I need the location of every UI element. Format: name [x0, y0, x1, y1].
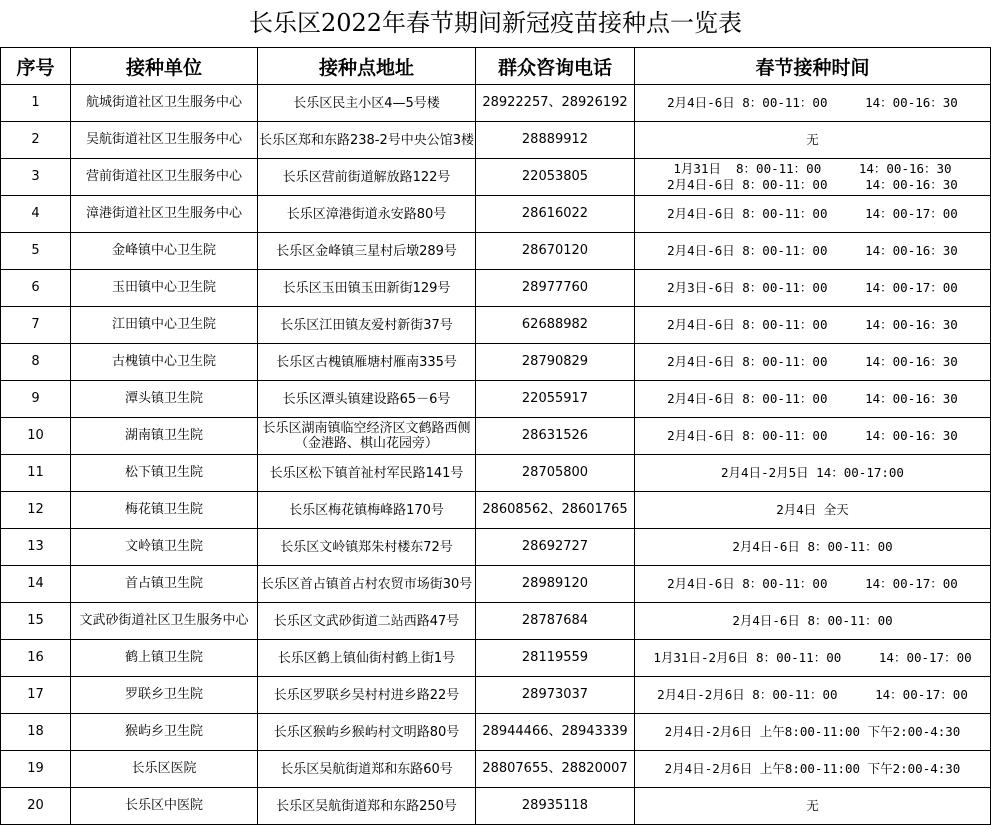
hours-cell: 2月3日-6日 8：00-11：00 14：00-17：00	[635, 270, 991, 307]
phone-cell: 22053805	[476, 159, 635, 196]
address-cell: 长乐区金峰镇三星村后墩289号	[258, 233, 476, 270]
address-cell: 长乐区玉田镇玉田新街129号	[258, 270, 476, 307]
hours-cell: 1月31日 8：00-11：00 14：00-16：30 2月4日-6日 8：00-11：00 14：00-16：30	[635, 159, 991, 196]
address-cell: 长乐区漳港街道永安路80号	[258, 196, 476, 233]
unit-cell: 玉田镇中心卫生院	[71, 270, 258, 307]
unit-cell: 文岭镇卫生院	[71, 529, 258, 566]
hours-cell: 2月4日-6日 8：00-11：00 14：00-16：30	[635, 418, 991, 455]
phone-cell: 28935118	[476, 788, 635, 825]
phone-cell: 28787684	[476, 603, 635, 640]
table-row	[1, 122, 991, 159]
serial-number-cell: 5	[1, 233, 71, 270]
table-row	[1, 455, 991, 492]
serial-number-cell: 16	[1, 640, 71, 677]
address-cell: 长乐区湖南镇临空经济区文鹤路西侧（金港路、棋山花园旁）	[258, 418, 476, 455]
table-row	[1, 603, 991, 640]
phone-cell: 28889912	[476, 122, 635, 159]
address-cell: 长乐区梅花镇梅峰路170号	[258, 492, 476, 529]
table-row	[1, 381, 991, 418]
phone-cell: 28705800	[476, 455, 635, 492]
serial-number-cell: 1	[1, 85, 71, 122]
hours-cell: 2月4日-2月6日 上午8:00-11:00 下午2:00-4:30	[635, 714, 991, 751]
unit-cell: 鹤上镇卫生院	[71, 640, 258, 677]
address-cell: 长乐区松下镇首祉村军民路141号	[258, 455, 476, 492]
phone-cell: 28922257、28926192	[476, 85, 635, 122]
hours-cell: 2月4日-6日 8：00-11：00 14：00-16：30	[635, 307, 991, 344]
document-title: 长乐区2022年春节期间新冠疫苗接种点一览表	[248, 9, 743, 37]
hours-cell: 2月4日-2月5日 14：00-17:00	[635, 455, 991, 492]
table-header	[1, 48, 991, 85]
hours-cell: 2月4日-6日 8：00-11：00 14：00-17：00	[635, 566, 991, 603]
hours-cell: 2月4日-2月6日 上午8:00-11:00 下午2:00-4:30	[635, 751, 991, 788]
unit-cell: 罗联乡卫生院	[71, 677, 258, 714]
table-row	[1, 492, 991, 529]
table-row	[1, 566, 991, 603]
serial-number-cell: 11	[1, 455, 71, 492]
address-cell: 长乐区文岭镇郑朱村楼东72号	[258, 529, 476, 566]
phone-cell: 28977760	[476, 270, 635, 307]
unit-cell: 漳港街道社区卫生服务中心	[71, 196, 258, 233]
phone-cell: 28944466、28943339	[476, 714, 635, 751]
phone-cell: 28631526	[476, 418, 635, 455]
hours-cell: 无	[635, 122, 991, 159]
serial-number-cell: 7	[1, 307, 71, 344]
unit-cell: 猴屿乡卫生院	[71, 714, 258, 751]
table-row	[1, 788, 991, 825]
serial-number-cell: 12	[1, 492, 71, 529]
address-cell: 长乐区吴航街道郑和东路60号	[258, 751, 476, 788]
address-cell: 长乐区营前街道解放路122号	[258, 159, 476, 196]
unit-cell: 长乐区中医院	[71, 788, 258, 825]
address-cell: 长乐区鹤上镇仙街村鹤上街1号	[258, 640, 476, 677]
phone-cell: 28790829	[476, 344, 635, 381]
unit-cell: 文武砂街道社区卫生服务中心	[71, 603, 258, 640]
table-row	[1, 677, 991, 714]
serial-number-cell: 6	[1, 270, 71, 307]
hours-cell: 2月4日-6日 8：00-11：00 14：00-17：00	[635, 196, 991, 233]
table-row	[1, 196, 991, 233]
unit-cell: 吴航街道社区卫生服务中心	[71, 122, 258, 159]
address-cell: 长乐区首占镇首占村农贸市场街30号	[258, 566, 476, 603]
hours-cell: 2月4日-6日 8：00-11：00 14：00-16：30	[635, 381, 991, 418]
serial-number-cell: 15	[1, 603, 71, 640]
hours-cell: 2月4日-6日 8：00-11：00	[635, 603, 991, 640]
table-row	[1, 159, 991, 196]
serial-number-cell: 14	[1, 566, 71, 603]
address-cell: 长乐区罗联乡吴村村进乡路22号	[258, 677, 476, 714]
unit-cell: 首占镇卫生院	[71, 566, 258, 603]
table-row	[1, 418, 991, 455]
address-cell: 长乐区吴航街道郑和东路250号	[258, 788, 476, 825]
serial-number-cell: 18	[1, 714, 71, 751]
serial-number-cell: 9	[1, 381, 71, 418]
address-cell: 长乐区郑和东路238-2号中央公馆3楼	[258, 122, 476, 159]
hours-cell: 2月4日-6日 8：00-11：00 14：00-16：30	[635, 233, 991, 270]
phone-cell: 22055917	[476, 381, 635, 418]
header-vaccination-unit: 接种单位	[71, 48, 258, 85]
table-row	[1, 714, 991, 751]
hours-cell: 1月31日-2月6日 8：00-11：00 14：00-17：00	[635, 640, 991, 677]
table-row	[1, 344, 991, 381]
serial-number-cell: 10	[1, 418, 71, 455]
unit-cell: 航城街道社区卫生服务中心	[71, 85, 258, 122]
serial-number-cell: 8	[1, 344, 71, 381]
header-spring-festival-hours: 春节接种时间	[635, 48, 991, 85]
unit-cell: 营前街道社区卫生服务中心	[71, 159, 258, 196]
serial-number-cell: 20	[1, 788, 71, 825]
serial-number-cell: 2	[1, 122, 71, 159]
unit-cell: 金峰镇中心卫生院	[71, 233, 258, 270]
hours-cell: 无	[635, 788, 991, 825]
unit-cell: 古槐镇中心卫生院	[71, 344, 258, 381]
hours-cell: 2月4日-6日 8：00-11：00	[635, 529, 991, 566]
hours-cell: 2月4日 全天	[635, 492, 991, 529]
header-serial-number: 序号	[1, 48, 71, 85]
table-row	[1, 751, 991, 788]
address-cell: 长乐区古槐镇雁塘村雁南335号	[258, 344, 476, 381]
address-cell: 长乐区民主小区4—5号楼	[258, 85, 476, 122]
unit-cell: 江田镇中心卫生院	[71, 307, 258, 344]
phone-cell: 28807655、28820007	[476, 751, 635, 788]
phone-cell: 28989120	[476, 566, 635, 603]
hours-cell: 2月4日-6日 8：00-11：00 14：00-16：30	[635, 344, 991, 381]
unit-cell: 梅花镇卫生院	[71, 492, 258, 529]
phone-cell: 62688982	[476, 307, 635, 344]
phone-cell: 28608562、28601765	[476, 492, 635, 529]
serial-number-cell: 4	[1, 196, 71, 233]
phone-cell: 28616022	[476, 196, 635, 233]
unit-cell: 松下镇卫生院	[71, 455, 258, 492]
serial-number-cell: 3	[1, 159, 71, 196]
serial-number-cell: 19	[1, 751, 71, 788]
address-cell: 长乐区猴屿乡猴屿村文明路80号	[258, 714, 476, 751]
address-cell: 长乐区潭头镇建设路65－6号	[258, 381, 476, 418]
unit-cell: 潭头镇卫生院	[71, 381, 258, 418]
hours-cell: 2月4日-2月6日 8：00-11：00 14：00-17：00	[635, 677, 991, 714]
phone-cell: 28692727	[476, 529, 635, 566]
unit-cell: 湖南镇卫生院	[71, 418, 258, 455]
table-row	[1, 529, 991, 566]
phone-cell: 28973037	[476, 677, 635, 714]
table-row	[1, 270, 991, 307]
hours-cell: 2月4日-6日 8：00-11：00 14：00-16：30	[635, 85, 991, 122]
phone-cell: 28119559	[476, 640, 635, 677]
unit-cell: 长乐区医院	[71, 751, 258, 788]
table-row	[1, 233, 991, 270]
vaccination-sites-table	[0, 47, 991, 825]
table-row	[1, 640, 991, 677]
serial-number-cell: 13	[1, 529, 71, 566]
serial-number-cell: 17	[1, 677, 71, 714]
table-row	[1, 307, 991, 344]
table-row	[1, 85, 991, 122]
header-site-address: 接种点地址	[258, 48, 476, 85]
address-cell: 长乐区文武砂街道二站西路47号	[258, 603, 476, 640]
header-consult-phone: 群众咨询电话	[476, 48, 635, 85]
address-cell: 长乐区江田镇友爱村新街37号	[258, 307, 476, 344]
phone-cell: 28670120	[476, 233, 635, 270]
table-body	[1, 85, 991, 825]
